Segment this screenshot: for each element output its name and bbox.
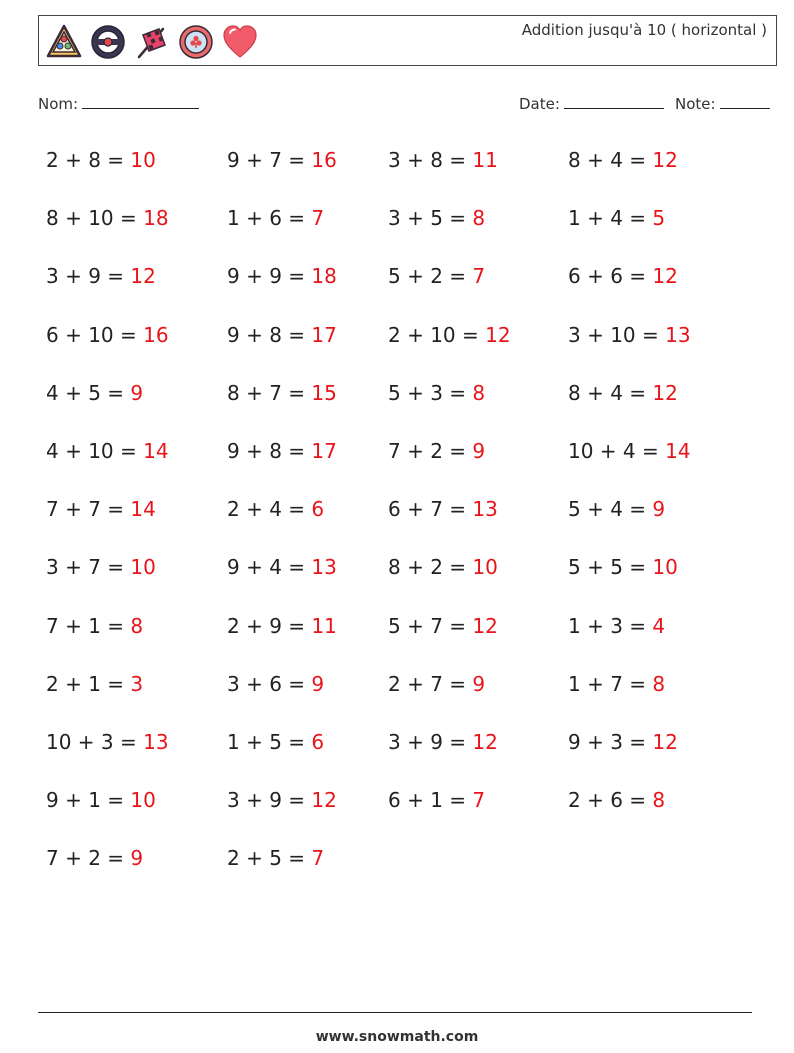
problem-answer: 6 bbox=[311, 497, 325, 522]
problem-expression: 7 + 7 = bbox=[46, 497, 131, 522]
problem-expression: 3 + 9 = bbox=[227, 788, 312, 813]
problem-answer: 8 bbox=[472, 380, 486, 405]
problem-expression: 2 + 8 = bbox=[46, 148, 131, 172]
problem-expression: 2 + 7 = bbox=[388, 671, 473, 696]
problem-expression: 3 + 10 = bbox=[568, 322, 666, 347]
problem-answer: 14 bbox=[130, 497, 156, 522]
problem-answer: 13 bbox=[472, 497, 498, 522]
problem-answer: 9 bbox=[130, 380, 144, 405]
problem-expression: 1 + 6 = bbox=[227, 206, 312, 231]
worksheet-title: Addition jusqu'à 10 ( horizontal ) bbox=[521, 21, 767, 39]
problem-expression: 5 + 3 = bbox=[388, 380, 473, 405]
problem-answer: 5 bbox=[652, 206, 666, 231]
problem-expression: 5 + 4 = bbox=[568, 497, 653, 522]
problem-answer: 11 bbox=[472, 148, 498, 172]
problem-answer: 13 bbox=[311, 555, 337, 580]
problem-expression: 7 + 2 = bbox=[46, 846, 131, 871]
problem-expression: 1 + 7 = bbox=[568, 671, 653, 696]
problem-answer: 12 bbox=[485, 322, 511, 347]
problem-expression: 9 + 3 = bbox=[568, 730, 653, 754]
problem-item bbox=[227, 730, 324, 754]
problem-item bbox=[227, 148, 337, 172]
problem-answer: 16 bbox=[311, 148, 337, 172]
problem-expression: 5 + 2 = bbox=[388, 264, 473, 289]
problem-answer: 12 bbox=[472, 730, 498, 754]
name-label: Nom: bbox=[38, 95, 79, 113]
problem-item bbox=[388, 497, 498, 521]
problem-item bbox=[568, 614, 665, 638]
problem-answer: 12 bbox=[311, 788, 337, 813]
problem-item bbox=[46, 323, 169, 347]
problem-expression: 3 + 5 = bbox=[388, 206, 473, 231]
problem-item bbox=[388, 672, 485, 696]
problem-expression: 6 + 1 = bbox=[388, 788, 473, 813]
problem-answer: 8 bbox=[652, 788, 666, 813]
problem-expression: 10 + 4 = bbox=[568, 439, 666, 463]
problem-item bbox=[388, 206, 485, 230]
problem-answer: 17 bbox=[311, 322, 337, 347]
problem-item bbox=[568, 555, 678, 579]
problem-item bbox=[227, 264, 337, 288]
problem-item bbox=[388, 323, 511, 347]
problem-expression: 2 + 9 = bbox=[227, 613, 312, 638]
problem-expression: 9 + 8 = bbox=[227, 439, 312, 463]
problem-item bbox=[227, 614, 337, 638]
problem-expression: 9 + 7 = bbox=[227, 148, 312, 172]
problem-answer: 8 bbox=[652, 671, 666, 696]
problem-item bbox=[568, 497, 665, 521]
problem-expression: 3 + 6 = bbox=[227, 671, 312, 696]
problem-answer: 12 bbox=[652, 380, 678, 405]
problem-item bbox=[227, 439, 337, 463]
problem-item bbox=[388, 730, 498, 754]
problem-item bbox=[227, 788, 337, 812]
problem-answer: 9 bbox=[130, 846, 144, 871]
problem-answer: 12 bbox=[472, 613, 498, 638]
problem-answer: 15 bbox=[311, 380, 337, 405]
problem-answer: 13 bbox=[665, 322, 691, 347]
problem-answer: 18 bbox=[143, 206, 169, 231]
problem-answer: 3 bbox=[130, 671, 144, 696]
problem-item bbox=[46, 206, 169, 230]
problem-answer: 11 bbox=[311, 613, 337, 638]
problem-answer: 10 bbox=[472, 555, 498, 580]
problem-answer: 13 bbox=[143, 730, 169, 754]
problem-expression: 2 + 1 = bbox=[46, 671, 131, 696]
problem-expression: 3 + 8 = bbox=[388, 148, 473, 172]
problem-item bbox=[227, 323, 337, 347]
problem-item bbox=[568, 206, 665, 230]
problem-answer: 10 bbox=[652, 555, 678, 580]
problem-answer: 12 bbox=[130, 264, 156, 289]
problem-expression: 3 + 9 = bbox=[46, 264, 131, 289]
problem-expression: 4 + 5 = bbox=[46, 380, 131, 405]
problem-expression: 5 + 7 = bbox=[388, 613, 473, 638]
problem-expression: 2 + 6 = bbox=[568, 788, 653, 813]
problem-answer: 12 bbox=[652, 730, 678, 754]
problem-item bbox=[227, 846, 324, 870]
problem-item bbox=[46, 788, 156, 812]
problem-item bbox=[568, 439, 691, 463]
problem-expression: 9 + 9 = bbox=[227, 264, 312, 289]
problem-expression: 4 + 10 = bbox=[46, 439, 144, 463]
problem-answer: 10 bbox=[130, 788, 156, 813]
problem-item bbox=[568, 788, 665, 812]
problem-answer: 7 bbox=[311, 206, 325, 231]
problem-answer: 9 bbox=[652, 497, 666, 522]
problem-expression: 2 + 10 = bbox=[388, 322, 486, 347]
problem-expression: 2 + 4 = bbox=[227, 497, 312, 522]
problem-expression: 9 + 8 = bbox=[227, 322, 312, 347]
problem-item bbox=[388, 555, 498, 579]
problem-expression: 1 + 5 = bbox=[227, 730, 312, 754]
problem-item bbox=[227, 381, 337, 405]
problem-expression: 10 + 3 = bbox=[46, 730, 144, 754]
problem-item bbox=[46, 381, 143, 405]
problem-expression: 8 + 10 = bbox=[46, 206, 144, 231]
problem-answer: 7 bbox=[311, 846, 325, 871]
problem-item bbox=[46, 672, 143, 696]
problem-expression: 5 + 5 = bbox=[568, 555, 653, 580]
problem-item bbox=[388, 148, 498, 172]
problem-item bbox=[227, 555, 337, 579]
problem-expression: 8 + 2 = bbox=[388, 555, 473, 580]
problem-expression: 8 + 4 = bbox=[568, 380, 653, 405]
problem-item bbox=[388, 264, 485, 288]
problem-item bbox=[568, 381, 678, 405]
problem-answer: 12 bbox=[652, 264, 678, 289]
problem-item bbox=[46, 264, 156, 288]
problem-item bbox=[568, 148, 678, 172]
problem-answer: 6 bbox=[311, 730, 325, 754]
problem-expression: 8 + 4 = bbox=[568, 148, 653, 172]
problem-expression: 7 + 2 = bbox=[388, 439, 473, 463]
problem-answer: 14 bbox=[143, 439, 169, 463]
score-label: Note: bbox=[675, 95, 716, 113]
problem-expression: 1 + 3 = bbox=[568, 613, 653, 638]
problem-answer: 7 bbox=[472, 264, 486, 289]
problem-answer: 14 bbox=[665, 439, 691, 463]
problem-expression: 9 + 4 = bbox=[227, 555, 312, 580]
problem-answer: 12 bbox=[652, 148, 678, 172]
problem-expression: 2 + 5 = bbox=[227, 846, 312, 871]
problem-item bbox=[568, 672, 665, 696]
problem-answer: 9 bbox=[311, 671, 325, 696]
problem-item bbox=[388, 381, 485, 405]
problem-answer: 7 bbox=[472, 788, 486, 813]
problem-item bbox=[46, 497, 156, 521]
problem-item bbox=[568, 730, 678, 754]
problem-item bbox=[227, 206, 324, 230]
problem-item bbox=[227, 672, 324, 696]
problem-item bbox=[46, 730, 169, 754]
problem-expression: 3 + 7 = bbox=[46, 555, 131, 580]
problem-answer: 10 bbox=[130, 555, 156, 580]
problem-answer: 9 bbox=[472, 671, 486, 696]
footer-url: www.snowmath.com bbox=[315, 1029, 479, 1045]
problem-expression: 9 + 1 = bbox=[46, 788, 131, 813]
problem-item bbox=[568, 323, 691, 347]
problem-expression: 1 + 4 = bbox=[568, 206, 653, 231]
problem-item bbox=[388, 439, 485, 463]
problem-item bbox=[46, 439, 169, 463]
problem-item bbox=[46, 614, 143, 638]
problem-answer: 8 bbox=[130, 613, 144, 638]
problem-answer: 16 bbox=[143, 322, 169, 347]
problem-expression: 6 + 10 = bbox=[46, 322, 144, 347]
problem-item bbox=[388, 614, 498, 638]
problem-answer: 10 bbox=[130, 148, 156, 172]
problem-expression: 6 + 7 = bbox=[388, 497, 473, 522]
date-label: Date: bbox=[519, 95, 560, 113]
problem-answer: 9 bbox=[472, 439, 486, 463]
problem-item bbox=[227, 497, 324, 521]
problem-answer: 4 bbox=[652, 613, 666, 638]
problem-item bbox=[568, 264, 678, 288]
problem-expression: 8 + 7 = bbox=[227, 380, 312, 405]
problem-answer: 8 bbox=[472, 206, 486, 231]
problem-item bbox=[46, 846, 143, 870]
problem-answer: 17 bbox=[311, 439, 337, 463]
problem-expression: 3 + 9 = bbox=[388, 730, 473, 754]
problem-answer: 18 bbox=[311, 264, 337, 289]
problem-item bbox=[388, 788, 485, 812]
problem-item bbox=[46, 555, 156, 579]
problem-expression: 6 + 6 = bbox=[568, 264, 653, 289]
problem-item bbox=[46, 148, 156, 172]
problem-expression: 7 + 1 = bbox=[46, 613, 131, 638]
footer-divider bbox=[38, 1012, 752, 1013]
